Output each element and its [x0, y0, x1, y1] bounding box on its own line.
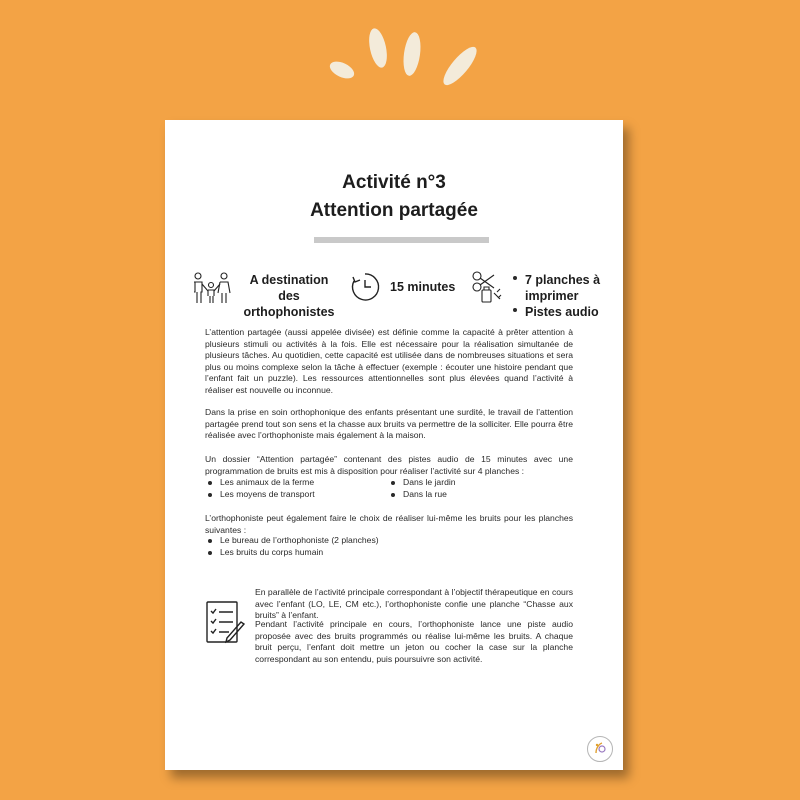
document-page: [165, 120, 623, 770]
paragraph-folder: Un dossier “Attention partagée” contenant des pistes audio de 15 minutes avec une programmation de bruits est mis à disposition pour réaliser l’activité sur 4 planches :: [205, 454, 573, 476]
material-item-2: Pistes audio: [510, 304, 600, 320]
duration-text: 15 minutes: [390, 280, 456, 294]
list-item: Le bureau de l’orthophoniste (2 planches): [205, 535, 379, 547]
paragraph-definition: L’attention partagée (aussi appelée divisée) est définie comme la capacité à prêter attention à plusieurs stimuli ou activités à la fois. Elle est nécessaire pour la réalisation simultanée de plusieurs tâches. Au quotidien, cette capacité est utilisée dans de nombreuses situations et sera plus ou moins complexe selon la tâche à effectuer (exemple : écouter une histoire pendant que l’enfant fait un puzzle). Les ressources attentionnelles sont plus élevées quand l’activité à réaliser est nouvelle ou inconnue.: [205, 327, 573, 395]
logo-icon: [587, 736, 613, 762]
material-item-1: 7 planches à imprimer: [510, 272, 600, 304]
list-item: Les bruits du corps humain: [205, 547, 379, 559]
stopwatch-icon: [349, 271, 381, 303]
planches-list-right: [388, 477, 456, 500]
scissors-glue-icon: [470, 270, 504, 304]
paragraph-parallel: En parallèle de l’activité principale correspondant à l’objectif thérapeutique en cours avec l’enfant (LO, LE, CM etc.), l’orthophoniste confie une planche “Chasse aux bruits” à l’enfant.: [255, 587, 573, 620]
document-subtitle: Attention partagée: [310, 200, 478, 221]
paragraph-procedure: Pendant l’activité principale en cours, l’orthophoniste lance une piste audio proposée avec des bruits programmés ou réalise lui-même les bruits. A chaque bruit perçu, l’enfant doit mettre un jeton ou cocher la case sur la planche correspondant au son entendu, puis poursuivre son activité.: [255, 619, 573, 664]
list-item: Dans la rue: [388, 489, 456, 501]
title-divider: [314, 237, 489, 243]
extra-planches-list: [205, 535, 379, 558]
list-item: Dans le jardin: [388, 477, 456, 489]
audience-line2: orthophonistes: [243, 305, 335, 319]
planches-list-left: [205, 477, 315, 500]
list-item: Les animaux de la ferme: [205, 477, 315, 489]
family-icon: [190, 272, 234, 304]
list-item: Les moyens de transport: [205, 489, 315, 501]
decorative-rays: [320, 18, 490, 88]
document-title: Activité n°3: [342, 172, 446, 193]
paragraph-context: Dans la prise en soin orthophonique des enfants présentant une surdité, le travail de l’attention partagée prend tout son sens et la chasse aux bruits va permettre de la solliciter. Elle pourra être réalisée avec l’orthophoniste mais également à la maison.: [205, 407, 573, 440]
audience-line1: A destination des: [249, 273, 329, 303]
checklist-pencil-icon: [205, 600, 247, 646]
paragraph-self-sounds: L’orthophoniste peut également faire le choix de réaliser lui-même les bruits pour les planches suivantes :: [205, 513, 573, 535]
